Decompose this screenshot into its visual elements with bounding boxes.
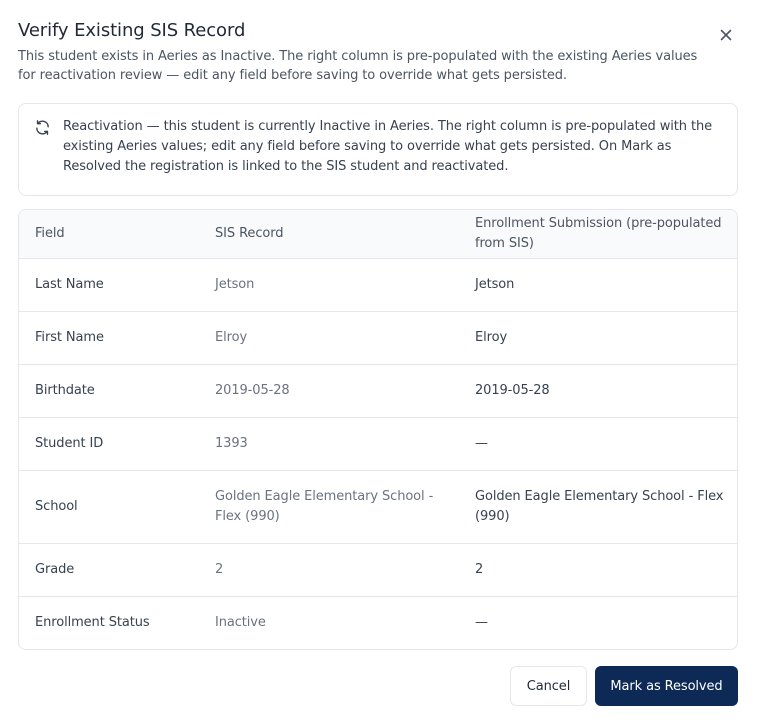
reactivation-notice: [18, 103, 738, 196]
column-header-enrollment-submission: Enrollment Submission (pre-populated from SIS): [475, 216, 722, 251]
submission-value[interactable]: Jetson: [475, 277, 515, 292]
field-label: Grade: [35, 562, 75, 577]
sis-value: Inactive: [215, 615, 266, 630]
table-row: [19, 597, 737, 650]
comparison-table: [18, 209, 738, 650]
table-row: [19, 312, 737, 365]
column-header-sis-record: SIS Record: [215, 226, 284, 241]
field-label: Birthdate: [35, 383, 95, 398]
notice-text: Reactivation — this student is currently Inactive in Aeries. The right column is pre-populated with the existing Aeries values; edit any field before saving to override what gets persisted. On Mark as Resolved the registration is linked to the SIS student and reactivated.: [63, 119, 712, 174]
column-header-field: Field: [35, 226, 65, 241]
table-header-row: [19, 210, 737, 259]
field-label: School: [35, 499, 78, 514]
field-label: Student ID: [35, 436, 104, 451]
field-label: Last Name: [35, 277, 104, 292]
table-row: [19, 471, 737, 544]
dialog-subtitle: This student exists in Aeries as Inactive. The right column is pre-populated with the existing Aeries values for reactivation review — edit any field before saving to override what gets persisted.: [18, 49, 698, 83]
submission-value[interactable]: Elroy: [475, 330, 508, 345]
submission-value[interactable]: —: [475, 615, 488, 630]
sis-value: 1393: [215, 436, 248, 451]
dialog-title: Verify Existing SIS Record: [18, 20, 246, 41]
sis-value: Jetson: [215, 277, 255, 292]
submission-value[interactable]: —: [475, 436, 488, 451]
sis-value: Golden Eagle Elementary School - Flex (990): [215, 489, 434, 524]
submission-value[interactable]: 2019-05-28: [475, 383, 550, 398]
table-row: [19, 259, 737, 312]
sis-value: 2019-05-28: [215, 383, 290, 398]
mark-as-resolved-button[interactable]: Mark as Resolved: [595, 666, 738, 706]
sis-value: Elroy: [215, 330, 248, 345]
table-row: [19, 544, 737, 597]
submission-value[interactable]: Golden Eagle Elementary School - Flex (990): [475, 489, 724, 524]
table-row: [19, 365, 737, 418]
field-label: First Name: [35, 330, 104, 345]
field-label: Enrollment Status: [35, 615, 150, 630]
submission-value[interactable]: 2: [475, 562, 484, 577]
close-icon[interactable]: [716, 25, 736, 45]
sis-value: 2: [215, 562, 224, 577]
refresh-icon: [34, 119, 51, 136]
cancel-button[interactable]: Cancel: [510, 666, 587, 706]
table-row: [19, 418, 737, 471]
